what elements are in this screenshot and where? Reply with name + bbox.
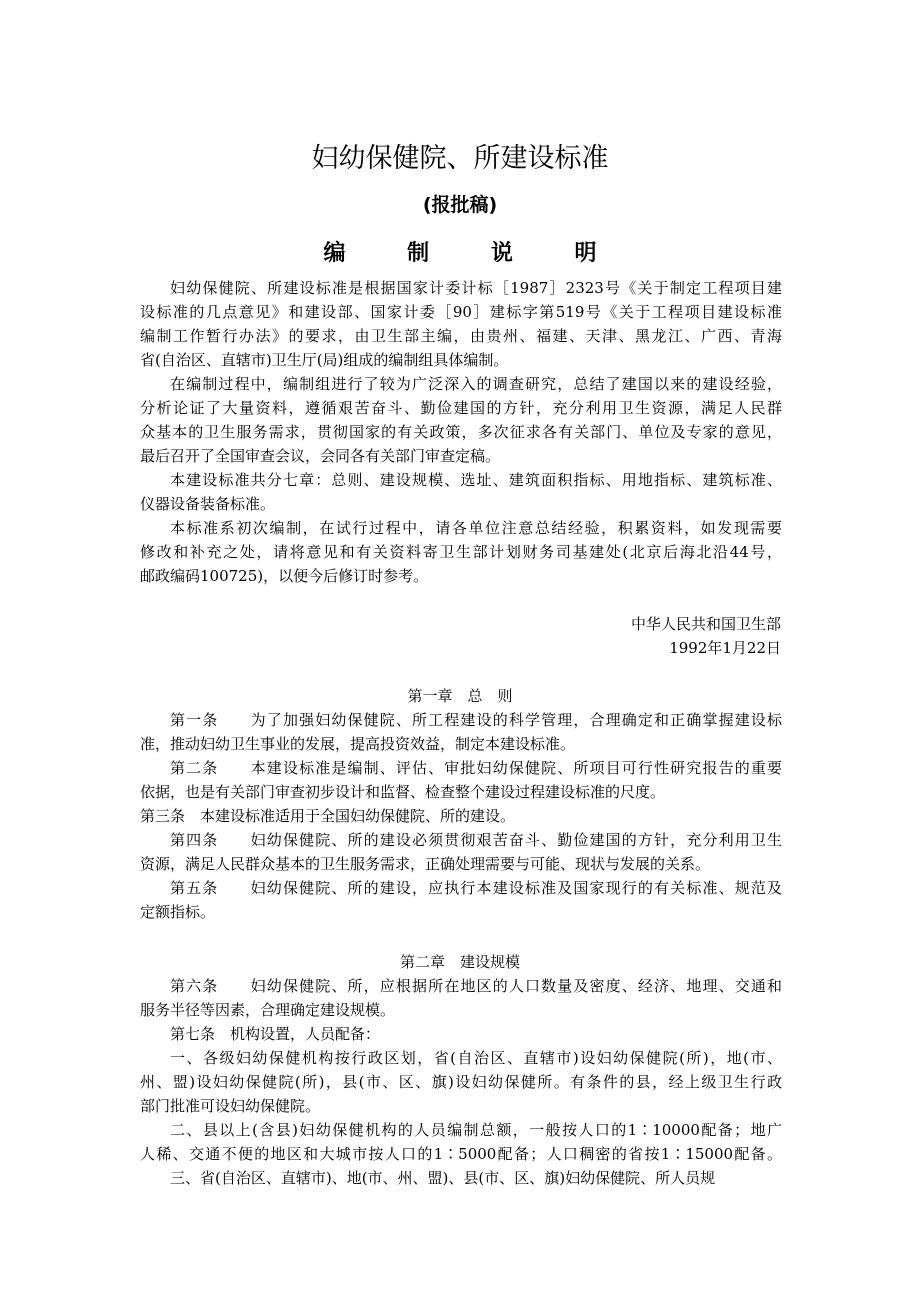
preface-line: 最后召开了全国审查会议，会同各有关部门审查定稿。 (140, 447, 501, 465)
article-line: 部门批准可设妇幼保健院。 (140, 1097, 321, 1115)
article-line: 第七条 机构设置，人员配备： (170, 1025, 381, 1043)
article-line: 二、县以上(含县)妇幼保健机构的人员编制总额，一般按人口的1∶10000配备；地广 (170, 1121, 782, 1139)
document-subtitle: (报批稿) (422, 194, 498, 216)
preface-line: 仪器设备装备标准。 (140, 495, 276, 513)
preface-line: 本建设标准共分七章：总则、建设规模、选址、建筑面积指标、用地指标、建筑标准、 (170, 471, 782, 489)
article-line: 第二条 本建设标准是编制、评估、审批妇幼保健院、所项目可行性研究报告的重要 (170, 759, 782, 777)
chapter-1-title: 第一章 总 则 (407, 687, 513, 705)
article-line: 三、省(自治区、直辖市)、地(市、州、盟)、县(市、区、旗)妇幼保健院、所人员规 (170, 1169, 716, 1187)
preface-line: 本标准系初次编制，在试行过程中，请各单位注意总结经验，积累资料，如发现需要 (170, 519, 782, 537)
preface-line: 在编制过程中，编制组进行了较为广泛深入的调查研究，总结了建国以来的建设经验， (170, 375, 782, 393)
preface-line: 众基本的卫生服务需求，贯彻国家的有关政策，多次征求各有关部门、单位及专家的意见， (140, 423, 782, 441)
article-line: 人稀、交通不便的地区和大城市按人口的1∶5000配备；人口稠密的省按1∶15000配备。 (140, 1145, 782, 1163)
article-line: 第六条 妇幼保健院、所，应根据所在地区的人口数量及密度、经济、地理、交通和 (170, 977, 782, 995)
article-line: 依据，也是有关部门审查初步设计和监督、检查整个建设过程建设标准的尺度。 (140, 783, 666, 801)
article-line: 服务半径等因素，合理确定建设规模。 (140, 1001, 396, 1019)
document-title: 妇幼保健院、所建设标准 (311, 143, 609, 174)
article-line: 定额指标。 (140, 903, 216, 921)
article-line: 第五条 妇幼保健院、所的建设，应执行本建设标准及国家现行的有关标准、规范及 (170, 879, 782, 897)
section-heading: 编 制 说 明 (323, 241, 615, 266)
article-line: 第四条 妇幼保健院、所的建设必须贯彻艰苦奋斗、勤俭建国的方针，充分利用卫生 (170, 831, 782, 849)
preface-line: 设标准的几点意见》和建设部、国家计委［90］建标字第519号《关于工程项目建设标准 (140, 303, 782, 321)
preface-line: 编制工作暂行办法》的要求，由卫生部主编，由贵州、福建、天津、黑龙江、广西、青海 (140, 327, 782, 345)
article-line: 第三条 本建设标准适用于全国妇幼保健院、所的建设。 (140, 807, 516, 825)
signature-date: 1992年1月22日 (669, 639, 781, 657)
article-line: 州、盟)设妇幼保健院(所)，县(市、区、旗)设妇幼保健所。有条件的县，经上级卫生行政 (140, 1073, 782, 1091)
article-line: 资源，满足人民群众基本的卫生服务需求，正确处理需要与可能、现状与发展的关系。 (140, 855, 711, 873)
preface-line: 分析论证了大量资料，遵循艰苦奋斗、勤俭建国的方针，充分利用卫生资源，满足人民群 (140, 399, 782, 417)
preface-line: 邮政编码100725)，以便今后修订时参考。 (140, 567, 429, 585)
signature-organization: 中华人民共和国卫生部 (630, 615, 781, 633)
article-line: 一、各级妇幼保健机构按行政区划，省(自治区、直辖市)设妇幼保健院(所)，地(市、 (170, 1049, 782, 1067)
chapter-2-title: 第二章 建设规模 (399, 953, 520, 971)
article-line: 准，推动妇幼卫生事业的发展，提高投资效益，制定本建设标准。 (140, 735, 576, 753)
preface-line: 修改和补充之处，请将意见和有关资料寄卫生部计划财务司基建处(北京后海北沿44号， (140, 543, 782, 561)
preface-line: 妇幼保健院、所建设标准是根据国家计委计标［1987］2323号《关于制定工程项目建 (170, 279, 782, 297)
preface-line: 省(自治区、直辖市)卫生厅(局)组成的编制组具体编制。 (140, 351, 509, 369)
article-line: 第一条 为了加强妇幼保健院、所工程建设的科学管理，合理确定和正确掌握建设标 (170, 711, 782, 729)
